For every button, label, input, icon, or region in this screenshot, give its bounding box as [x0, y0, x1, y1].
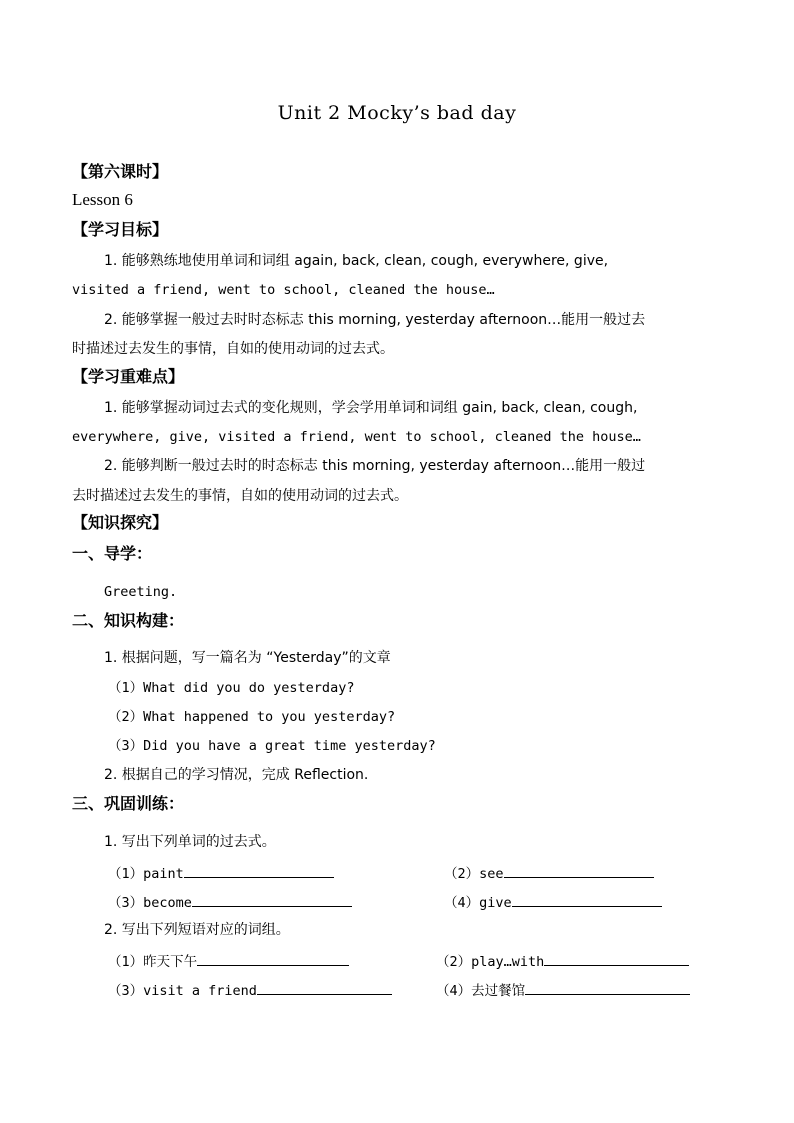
explore-heading: 【知识探究】 — [72, 513, 169, 532]
goal-item-1-line-1: 1. 能够熟练地使用单词和词组 again, back, clean, cough, everywhere, give, — [104, 253, 609, 269]
answer-blank[interactable] — [544, 951, 689, 966]
exercise-2-item-2-label: （2）play…with — [436, 954, 545, 970]
exercise-2-item-2 — [436, 951, 689, 971]
exercise-2-item-4-label: （4）去过餐馆 — [436, 983, 526, 999]
answer-blank[interactable] — [192, 892, 352, 907]
keypoint-item-2-line-2: 去时描述过去发生的事情，自如的使用动词的过去式。 — [72, 488, 408, 504]
keypoint-item-1-line-2: everywhere, give, visited a friend, went to school, cleaned the house… — [72, 429, 641, 445]
exercise-1-item-3 — [108, 892, 352, 912]
answer-blank[interactable] — [504, 863, 654, 878]
goal-item-2-line-2: 时描述过去发生的事情，自如的使用动词的过去式。 — [72, 341, 394, 357]
exercise-2-item-1 — [108, 951, 349, 971]
question-3: （3）Did you have a great time yesterday? — [108, 738, 436, 754]
greeting-text: Greeting. — [104, 584, 178, 600]
goal-item-1-line-2: visited a friend, went to school, cleaned the house… — [72, 282, 495, 298]
section-3-heading: 三、巩固训练： — [72, 794, 185, 813]
section-2-heading: 二、知识构建： — [72, 611, 185, 630]
answer-blank[interactable] — [257, 980, 392, 995]
keypoints-heading: 【学习重难点】 — [72, 367, 185, 386]
exercise-1-item-2-label: （2）see — [444, 866, 504, 882]
section-1-heading: 一、导学： — [72, 544, 153, 563]
exercise-2-item-3-label: （3）visit a friend — [108, 983, 257, 999]
exercise-1-item-1 — [108, 863, 334, 883]
goals-heading: 【学习目标】 — [72, 220, 169, 239]
exercise-2-item-4 — [436, 980, 690, 1000]
exercise-1-item-1-label: （1）paint — [108, 866, 184, 882]
exercise-2-instruction: 2. 写出下列短语对应的词组。 — [104, 922, 290, 938]
exercise-1-item-3-label: （3）become — [108, 895, 192, 911]
exercise-2-item-3 — [108, 980, 392, 1000]
keypoint-item-1-line-1: 1. 能够掌握动词过去式的变化规则，学会学用单词和词组 gain, back, clean, cough, — [104, 400, 638, 416]
exercise-1-item-4 — [444, 892, 662, 912]
question-2: （2）What happened to you yesterday? — [108, 709, 396, 725]
exercise-2-item-1-label: （1）昨天下午 — [108, 954, 198, 970]
lesson-label: Lesson 6 — [72, 190, 133, 209]
exercise-1-item-4-label: （4）give — [444, 895, 512, 911]
keypoint-item-2-line-1: 2. 能够判断一般过去时的时态标志 this morning, yesterday afternoon…能用一般过 — [104, 458, 646, 474]
document-title: Unit 2 Mocky’s bad day — [277, 102, 517, 124]
exercise-1-instruction: 1. 写出下列单词的过去式。 — [104, 834, 276, 850]
exercise-1-item-2 — [444, 863, 654, 883]
answer-blank[interactable] — [512, 892, 662, 907]
answer-blank[interactable] — [525, 980, 690, 995]
answer-blank[interactable] — [184, 863, 334, 878]
answer-blank[interactable] — [197, 951, 349, 966]
task-1-text: 1. 根据问题，写一篇名为 “Yesterday”的文章 — [104, 650, 391, 666]
question-1: （1）What did you do yesterday? — [108, 680, 355, 696]
period-heading: 【第六课时】 — [72, 162, 169, 181]
task-2-text: 2. 根据自己的学习情况，完成 Reflection. — [104, 767, 369, 783]
goal-item-2-line-1: 2. 能够掌握一般过去时时态标志 this morning, yesterday afternoon…能用一般过去 — [104, 312, 646, 328]
